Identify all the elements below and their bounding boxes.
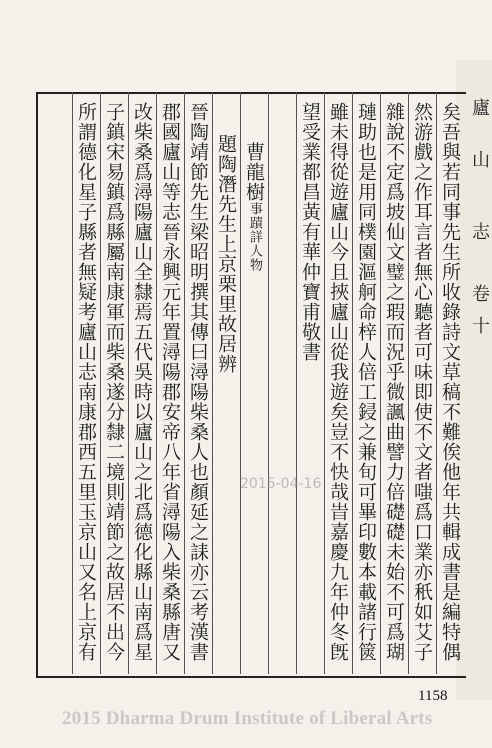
text-column: 璉助也是用同樸園漚舸命梓人倍工鋟之兼旬可畢印數本載諸行篋 [355, 102, 377, 662]
text-column: 然游戲之作耳言者無心聽者可味即使不文者嗤爲口業亦秖如艾子 [411, 102, 433, 662]
text-column: 改柴桑爲潯陽廬山全隸焉五代吳時以廬山之北爲德化縣山南爲星 [131, 102, 153, 662]
text-column: 子鎮宋易鎮爲縣屬南康軍而柴桑遂分隸二境則靖節之故居不出今 [103, 102, 125, 662]
page-number: 1158 [418, 688, 448, 704]
running-header-char: 十 [469, 316, 490, 334]
author-name: 曹龍樹 [243, 142, 265, 202]
author-column [240, 142, 268, 702]
text-column: 望受業都昌黃有華仲寶甫敬書 [299, 102, 321, 362]
text-column: 雖未得從遊廬山今且挾廬山從我遊矣豈不快哉旹嘉慶九年仲冬旣 [327, 102, 349, 662]
text-column: 所謂德化星子縣者無疑考廬山志南康郡西五里玉京山又名上京有 [75, 102, 97, 662]
running-header-char: 廬 [469, 98, 490, 116]
text-column: 矣吾與若同事先生所收錄詩文草稿不難俟他年共輯成書是編特偶 [439, 102, 461, 662]
running-header-char: 志 [469, 222, 490, 240]
author-note: 事蹟詳人物 [247, 202, 262, 272]
text-column: 晉陶靖節先生梁昭明撰其傳曰潯陽柴桑人也顏延之誄亦云考漢書 [187, 102, 209, 662]
essay-title: 題陶潛先生上京栗里故居辨 [215, 134, 237, 374]
running-header-char: 山 [469, 150, 490, 168]
watermark: 2015 Dharma Drum Institute of Liberal Arts [62, 708, 433, 729]
text-column: 雜說不定爲坡仙文璧之瑕而況乎微諷曲譬力倍礎礎未始不可爲瑚 [383, 102, 405, 662]
running-header-char: 卷 [469, 284, 490, 302]
date-stamp: 2015-04-16 [240, 476, 322, 492]
text-column: 郡國廬山等志晉永興元年置潯陽郡安帝八年省潯陽入柴桑縣唐又 [159, 102, 181, 662]
column-rule [268, 92, 269, 674]
